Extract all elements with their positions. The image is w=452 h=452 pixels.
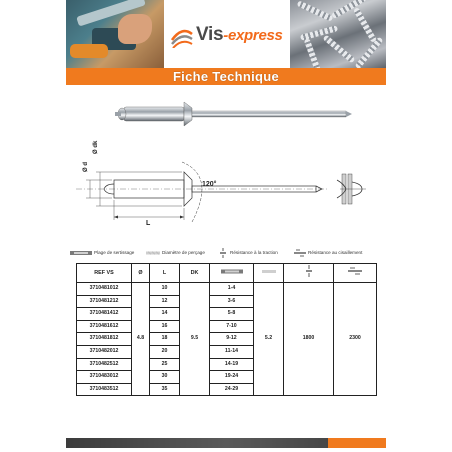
legend-grip-range: Plage de sertissage [70, 247, 134, 259]
shear-icon [294, 249, 306, 257]
cell-ref: 3710481212 [77, 295, 132, 308]
cell-length: 16 [150, 320, 180, 333]
logo-arcs-icon [170, 24, 194, 48]
cell-grip: 5-8 [210, 308, 254, 321]
cell-ref: 3710481812 [77, 333, 132, 346]
label-d: Ø d [83, 162, 89, 172]
product-sheet [66, 0, 386, 452]
cell-ref: 3710482012 [77, 345, 132, 358]
cell-tensile: 1800 [284, 283, 334, 396]
legend-drill-diameter: Diamètre de perçage [146, 247, 205, 259]
tensile-icon [218, 248, 228, 258]
cell-grip: 19-24 [210, 371, 254, 384]
cell-shear: 2300 [334, 283, 377, 396]
col-shear [334, 264, 377, 283]
label-dk: Ø dk [93, 140, 99, 154]
cell-length: 14 [150, 308, 180, 321]
legend [70, 247, 386, 259]
cell-length: 12 [150, 295, 180, 308]
cell-grip: 3-6 [210, 295, 254, 308]
label-length: L [146, 220, 151, 227]
cell-ref: 3710481612 [77, 320, 132, 333]
cell-grip: 1-4 [210, 283, 254, 296]
cell-length: 25 [150, 358, 180, 371]
cell-dk: 9.5 [180, 283, 210, 396]
cell-grip: 11-14 [210, 345, 254, 358]
cell-grip: 7-10 [210, 320, 254, 333]
rivet-photo [115, 102, 352, 126]
cell-ref: 3710481012 [77, 283, 132, 296]
col-grip-range [210, 264, 254, 283]
grip-range-icon [70, 251, 92, 255]
cell-length: 30 [150, 371, 180, 384]
shear-icon [348, 267, 362, 275]
drill-icon [146, 251, 160, 255]
title-banner [66, 68, 386, 85]
cell-dia: 4.8 [132, 283, 150, 396]
cell-length: 18 [150, 333, 180, 346]
legend-tensile: Résistance à la traction [218, 247, 278, 259]
installed-section-icon [337, 174, 366, 204]
col-dk: DK [180, 264, 210, 283]
col-ref: REF VS [77, 264, 132, 283]
col-length: L [150, 264, 180, 283]
drill-icon [262, 269, 276, 274]
col-dia: Ø [132, 264, 150, 283]
cell-ref: 3710483512 [77, 383, 132, 396]
footer-accent [328, 438, 386, 448]
cell-length: 10 [150, 283, 180, 296]
cell-length: 35 [150, 383, 180, 396]
grip-range-icon [221, 269, 243, 274]
header [66, 0, 386, 68]
cell-grip: 24-29 [210, 383, 254, 396]
cell-length: 20 [150, 345, 180, 358]
brand-logo [170, 22, 288, 52]
col-drill [254, 264, 284, 283]
page-title: Fiche Technique [172, 69, 280, 84]
cell-ref: 3710482512 [77, 358, 132, 371]
cell-grip: 9-12 [210, 333, 254, 346]
col-tensile [284, 264, 334, 283]
rivet-svg [66, 92, 386, 242]
header-photo-screws [290, 0, 386, 68]
cell-grip: 14-19 [210, 358, 254, 371]
brand-name: Vis-express [196, 24, 283, 45]
table-row [77, 283, 377, 296]
header-photo-tools [66, 0, 164, 68]
cell-drill: 5.2 [254, 283, 284, 396]
legend-shear: Résistance au cisaillement [294, 247, 362, 259]
spec-table [76, 263, 377, 396]
rivet-drawing [66, 92, 386, 242]
cell-ref: 3710481412 [77, 308, 132, 321]
tensile-icon [304, 265, 314, 277]
table-header-row [77, 264, 377, 283]
cell-ref: 3710483012 [77, 371, 132, 384]
label-angle: 120° [202, 181, 217, 188]
